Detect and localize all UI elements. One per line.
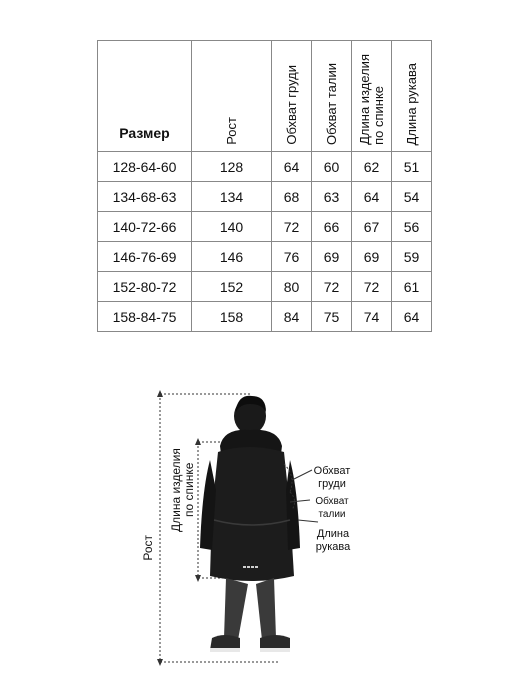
cell-sleeve: 56 <box>392 212 432 242</box>
cell-height: 158 <box>192 302 272 332</box>
cell-sleeve: 54 <box>392 182 432 212</box>
cell-size: 140-72-66 <box>98 212 192 242</box>
cell-sleeve: 61 <box>392 272 432 302</box>
cell-size: 146-76-69 <box>98 242 192 272</box>
cell-waist: 60 <box>312 152 352 182</box>
sleeve-label: Длина рукава <box>315 528 351 553</box>
cell-waist: 72 <box>312 272 352 302</box>
cell-size: 128-64-60 <box>98 152 192 182</box>
cell-height: 152 <box>192 272 272 302</box>
cell-chest: 64 <box>272 152 312 182</box>
cell-back-length: 74 <box>352 302 392 332</box>
cell-height: 146 <box>192 242 272 272</box>
cell-back-length: 72 <box>352 272 392 302</box>
table-row <box>98 242 432 272</box>
measurement-diagram <box>140 380 380 675</box>
cell-sleeve: 64 <box>392 302 432 332</box>
cell-size: 152-80-72 <box>98 272 192 302</box>
cell-back-length: 64 <box>352 182 392 212</box>
cell-sleeve: 59 <box>392 242 432 272</box>
chest-label: Обхват груди <box>313 465 351 490</box>
cell-waist: 66 <box>312 212 352 242</box>
back-length-label: Длина изделия по спинке <box>169 448 196 532</box>
cell-chest: 72 <box>272 212 312 242</box>
cell-height: 134 <box>192 182 272 212</box>
cell-waist: 63 <box>312 182 352 212</box>
cell-chest: 68 <box>272 182 312 212</box>
cell-back-length: 69 <box>352 242 392 272</box>
height-label: Рост <box>141 535 155 561</box>
table-row <box>98 152 432 182</box>
cell-waist: 75 <box>312 302 352 332</box>
table-row <box>98 272 432 302</box>
cell-chest: 76 <box>272 242 312 272</box>
cell-sleeve: 51 <box>392 152 432 182</box>
table-header-row <box>98 41 432 152</box>
table-row <box>98 182 432 212</box>
table-row <box>98 302 432 332</box>
header-back-length: Длина изделия по спинке <box>352 41 392 152</box>
cell-height: 140 <box>192 212 272 242</box>
cell-chest: 80 <box>272 272 312 302</box>
cell-height: 128 <box>192 152 272 182</box>
table-row <box>98 212 432 242</box>
header-sleeve: Длина рукава <box>392 41 432 152</box>
header-chest: Обхват груди <box>272 41 312 152</box>
header-height: Рост <box>192 41 272 152</box>
cell-size: 158-84-75 <box>98 302 192 332</box>
header-waist: Обхват талии <box>312 41 352 152</box>
waist-label: Обхват талии <box>315 496 349 520</box>
cell-back-length: 67 <box>352 212 392 242</box>
cell-back-length: 62 <box>352 152 392 182</box>
cell-size: 134-68-63 <box>98 182 192 212</box>
size-chart-table <box>97 40 432 332</box>
cell-waist: 69 <box>312 242 352 272</box>
header-size: Размер <box>98 41 192 152</box>
cell-chest: 84 <box>272 302 312 332</box>
